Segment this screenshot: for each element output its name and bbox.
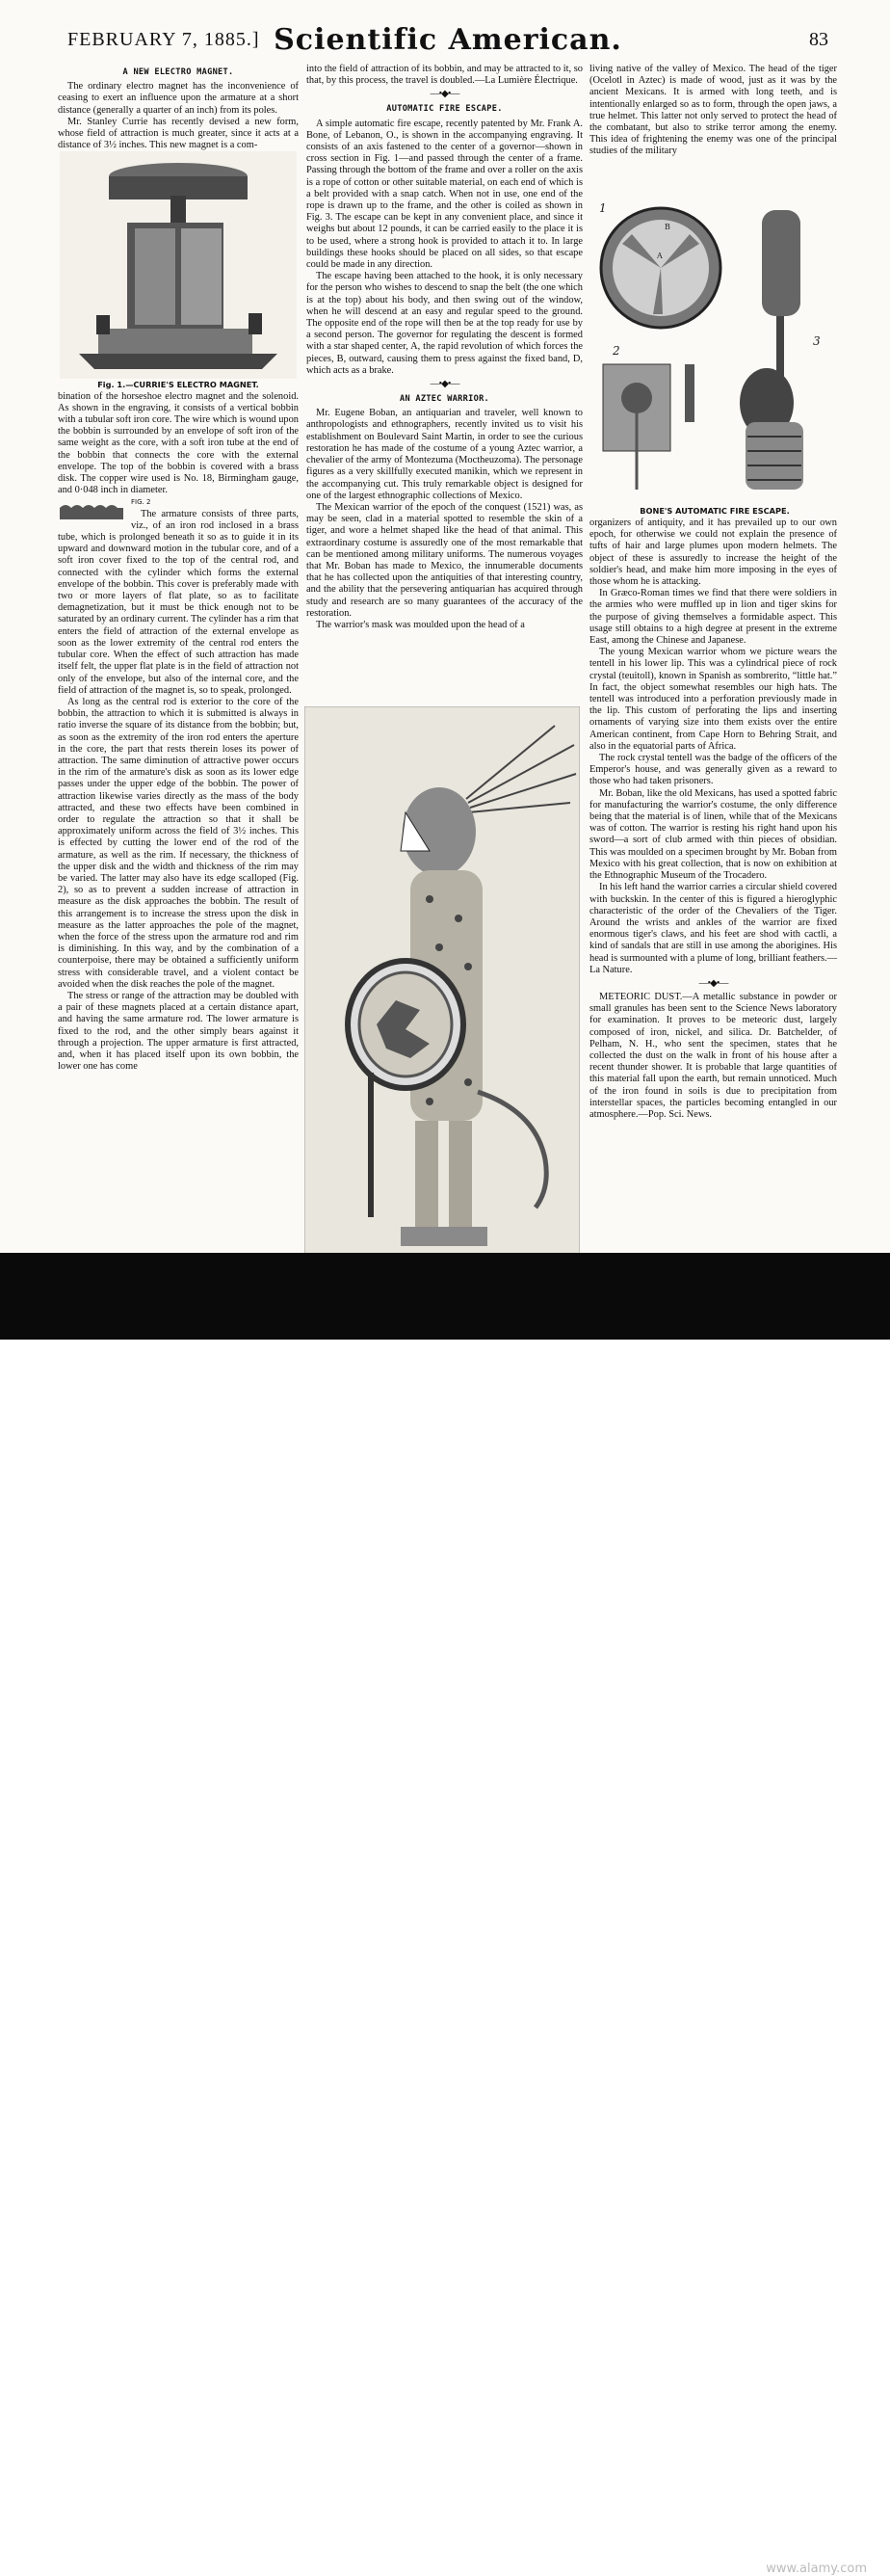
- site-url: www.alamy.com: [766, 2562, 867, 2576]
- paragraph: As long as the central rod is exterior to the core of the bobbin, the attraction to which it is submitted is always in ratio inverse the square of its distance from the bobbin; but, as soon as the extremity of the iron rod enters the aperture in the core, the part that rests therein loses its power of attraction. The same diminution of attractive power occurs in the rim of the armature's disk as soon as its lower edge passes under the upper edge of the bobbin. The power of attraction likewise varies directly as the mass of the body attracted, and these two effects have been combined in order to regulate the attraction so that it shall be approximately uniform across the field of 3½ inches. This is effected by cutting the lower end of the rod of the armature, as well as the rim. If necessary, the thickness of the upper disk and the width and thickness of the rim may be varied. The latter may also have its edge scalloped (Fig. 2), so as to prevent a sudden increase of attraction in measure as the disk approaches the bobbin. The result of this arrangement is to increase the stress upon the disk in measure as the latter approaches the pole of the magnet, when the force of the stress upon the armature rod and rim is diminishing. In this way, and by the combination of a counterpoise, there may be obtained a sufficiently uniform stress with considerable travel, and a violent contact be avoided when the disk reaches the pole of the magnet.: [58, 696, 299, 990]
- heading-aztec-warrior: AN AZTEC WARRIOR.: [399, 394, 490, 405]
- paragraph: into the field of attraction of its bobbin, and may be attracted to it, so that, by this process, the travel is doubled.—La Lumière Électrique.: [306, 64, 583, 87]
- paragraph: A simple automatic fire escape, recently patented by Mr. Frank A. Bone, of Lebanon, O., is shown in the accompanying engraving. It consists of an axis fastened to the center of a governor—shown in cross section in Fig. 1—and passed through the center of a frame. Passing through the bottom of the frame and over a roller on the axis is a rope of cotton or other suitable material, on each end of which is a belt provided with a snap catch. When not in use, one end of the rope is drawn up to the frame, and the other is coiled as shown in Fig. 3. The escape can be kept in any convenient place, and since it weighs but about 12 pounds, it can be carried easily to the place it is to be used, where a strong hook is provided to attach it to. In large buildings these hooks should be placed on all sides, so that escape could be made in any direction.: [306, 118, 583, 271]
- paragraph: The stress or range of the attraction may be doubled with a pair of these magnets placed at a certain distance apart, and having the same armature rod. The lower armature is fixed to the rod, and the other simply bears against it through a projection. The upper armature is first attracted, and, when it has placed itself upon its own bobbin, the lower one has come: [58, 990, 299, 1073]
- heading-electro-magnet: A NEW ELECTRO MAGNET.: [122, 67, 234, 77]
- paragraph: The armature consists of three parts, viz., of an iron rod inclosed in a brass tube, which is prolonged beneath it so as to guide it in its upward and downward motion in the tubular core, and of a soft iron cover fixed to the top of the central rod, and connected with the cylinder which forms the external envelope of the bobbin. This cover is preferably made with two or more layers of flat plate, so as to facilitate demagnetization, but it must be thick enough not to be saturated by an ordinary current. The cylinder has a rim that enters the field of attraction of the external envelope as soon as the lower extremity of the central rod enters the tubular core. When the effect of such attraction has made itself felt, the upper flat plate is in the field of attraction not only of the envelope, but also of the internal core, and the field of attraction of the magnet is, so to speak, prolonged.: [58, 508, 299, 696]
- section-ornament: —•◆•—: [430, 89, 459, 100]
- page-number: 83: [809, 29, 828, 50]
- paragraph: The young Mexican warrior whom we picture wears the tentell in his lower lip. This was a cylindrical piece of rock crystal (teuitoll), known in Spanish as sombrerito, “little hat.” In fact, the object somewhat resembles our high hats. The tentell was introduced into a perforation previously made in the lip. This custom of perforating the lips and inserting ornaments of varying size into them exists over the entire American continent, from Cape Horn to Behring Strait, and also in the equatorial parts of Africa.: [589, 647, 837, 752]
- paragraph: The rock crystal tentell was the badge of the officers of the Emperor's house, and was generally given as a reward to those who had taken prisoners.: [589, 753, 837, 787]
- image-id: 2ABWY21: [773, 2535, 867, 2558]
- paragraph: Mr. Boban, like the old Mexicans, has used a spotted fabric for manufacturing the warrior's costume, the only difference being that the material is of linen, while that of the Mexicans was of cotton. The warrior is resting his right hand upon his sword—a sort of club armed with thin pieces of obsidian. This was moulded on a specimen brought by Mr. Boban from Mexico with his great collection, that is now on exhibition at the Ethnographic Museum of the Trocadero.: [589, 787, 837, 882]
- masthead-title: Scientific American.: [274, 23, 622, 57]
- paragraph: Mr. Stanley Currie has recently devised a new form, whose field of attraction is much greater, since it acts at a distance of 3½ inches. This new magnet is a com-: [58, 116, 299, 151]
- stock-watermark-bar: [0, 1253, 890, 2576]
- paragraph: living native of the valley of Mexico. The head of the tiger (Ocelotl in Aztec) is made of wood, just as it was by the ancient Mexicans. It is armed with long teeth, and is intentionally enlarged so as to form, through the open jaws, a true helmet. This latter not only served to protect the head of the combatant, but also to strike terror among the enemy. This idea of frightening the enemy was one of the principal studies of the military: [589, 64, 837, 157]
- newspaper-page: [0, 0, 890, 1253]
- fig-label-a: A: [657, 252, 663, 260]
- aztec-warrior-engraving: [304, 706, 580, 1258]
- section-ornament: —•◆•—: [698, 977, 728, 989]
- column-1: [58, 64, 299, 1073]
- alamy-logo: alamy: [69, 2523, 202, 2570]
- fire-escape-engraving: [593, 200, 836, 501]
- fig1-caption: Fig. 1.—CURRIE'S ELECTRO MAGNET.: [97, 380, 259, 390]
- paragraph: The ordinary electro magnet has the inconvenience of ceasing to exert an influence upon the armature at a short distance (generally a quarter of an inch) from its poles.: [58, 81, 299, 116]
- paragraph: The Mexican warrior of the epoch of the conquest (1521) was, as may be seen, clad in a material spotted to resemble the skin of a tiger, and wore a helmet shaped like the head of that animal. This extraordinary costume is assuredly one of the most remarkable that can be mentioned among military uniforms. The numerous voyages that Mr. Boban has made to Mexico, the innumerable documents that he has collected upon the antiquities of that interesting country, and the ability that the persevering antiquarian has acquired through study and research are so many guarantees of the accuracy of the restoration.: [306, 501, 583, 619]
- fig-label-2: 2: [613, 344, 620, 358]
- fig2-scalloped-edge-icon: [58, 500, 125, 523]
- paragraph: The warrior's mask was moulded upon the head of a: [316, 619, 525, 630]
- paragraph: METEORIC DUST.—A metallic substance in powder or small granules has been sent to the Science News laboratory for examination. It proves to be meteoric dust, largely composed of iron, nickel, and silica. Dr. Batchelder, of Pelham, N. H., who sent the specimen, states that he collected the dust on the walk in front of his house after a recent thunder shower. It is probable that large quantities of this material fall upon the earth, but remain unnoticed. Much of the iron found in soils is due to precipitation from interstellar spaces, the particles becoming entangled in our atmosphere.—Pop. Sci. News.: [589, 991, 837, 1120]
- column-3: [589, 64, 837, 158]
- paragraph: In Græco-Roman times we find that there were soldiers in the armies who were muffled up in lion and tiger skins for the purpose of giving themselves a formidable aspect. This usage still obtains to a high degree at present in the extreme East, among the Chinese and Japanese.: [589, 588, 837, 647]
- electro-magnet-engraving: [60, 151, 297, 379]
- issue-date: FEBRUARY 7, 1885.]: [67, 29, 260, 50]
- paragraph: The escape having been attached to the hook, it is only necessary for the person who wishes to descend to snap the belt (the one which is at the top) about his body, and then swing out of the window, when he will descend at an easy and regular speed to the ground. The opposite end of the rope will then be at the top ready for use by a second person. The governor for regulating the descent is formed with a star shaped center, A, the rapid revolution of which forces the pieces, B, outward, causing them to press against the fixed band, D, which acts as a brake.: [306, 271, 583, 376]
- section-ornament: —•◆•—: [430, 379, 459, 390]
- paragraph: In his left hand the warrior carries a circular shield covered with buckskin. In the center of this is figured a hieroglyphic characteristic of the order of the Chevaliers of the Tiger. Around the wrists and ankles of the warrior are fixed enormous tiger's claws, and his feet are shod with cactli, a kind of sandals that are still in use among the aborigines. His head is surmounted with a plume of long, brilliant feathers.—La Nature.: [589, 882, 837, 975]
- fire-escape-caption: BONE'S AUTOMATIC FIRE ESCAPE.: [640, 506, 790, 516]
- fig-label-b: B: [665, 223, 670, 231]
- paragraph: bination of the horseshoe electro magnet and the solenoid. As shown in the engraving, it consists of a vertical bobbin with a tubular soft iron core. The wire which is wound upon the bobbin is surrounded by an envelope of soft iron of the same weight as the core, with a soft iron tube at the end of the bobbin that connects the core with the external envelope. The top of the bobbin is covered with a brass disk. The copper wire used is No. 18, Birmingham gauge, and 0·048 inch in diameter.: [58, 390, 299, 496]
- paragraph: Mr. Eugene Boban, an antiquarian and traveler, well known to anthropologists and ethnographers, recently invited us to visit his establishment on Boulevard Saint Martin, in order to see the curious restoration he has made of the costume of a young Aztec warrior, a chevalier of the army of Montezuma (Moctheuzoma). The personage figures as a very skillfully executed manikin, which we represent in the accompanying cut. This truly remarkable object is designed for one of the largest ethnographic collections of Mexico.: [306, 408, 583, 501]
- heading-fire-escape: AUTOMATIC FIRE ESCAPE.: [386, 104, 503, 115]
- column-2: [306, 64, 583, 631]
- fig-label-3: 3: [813, 334, 821, 348]
- fig-label-1: 1: [599, 201, 607, 215]
- page-header: [67, 21, 828, 60]
- paragraph: organizers of antiquity, and it has prevailed up to our own epoch, for otherwise we could not explain the presence of tufts of hair and large plumes upon modern helmets. The object of these is assuredly to increase the height of the soldier's head, and make him more imposing in the eyes of those whom he is attacking.: [589, 518, 837, 588]
- fig2-label: FIG. 2: [131, 498, 151, 507]
- fire-escape-figure: [593, 200, 836, 516]
- column-3-continued: [589, 518, 837, 1121]
